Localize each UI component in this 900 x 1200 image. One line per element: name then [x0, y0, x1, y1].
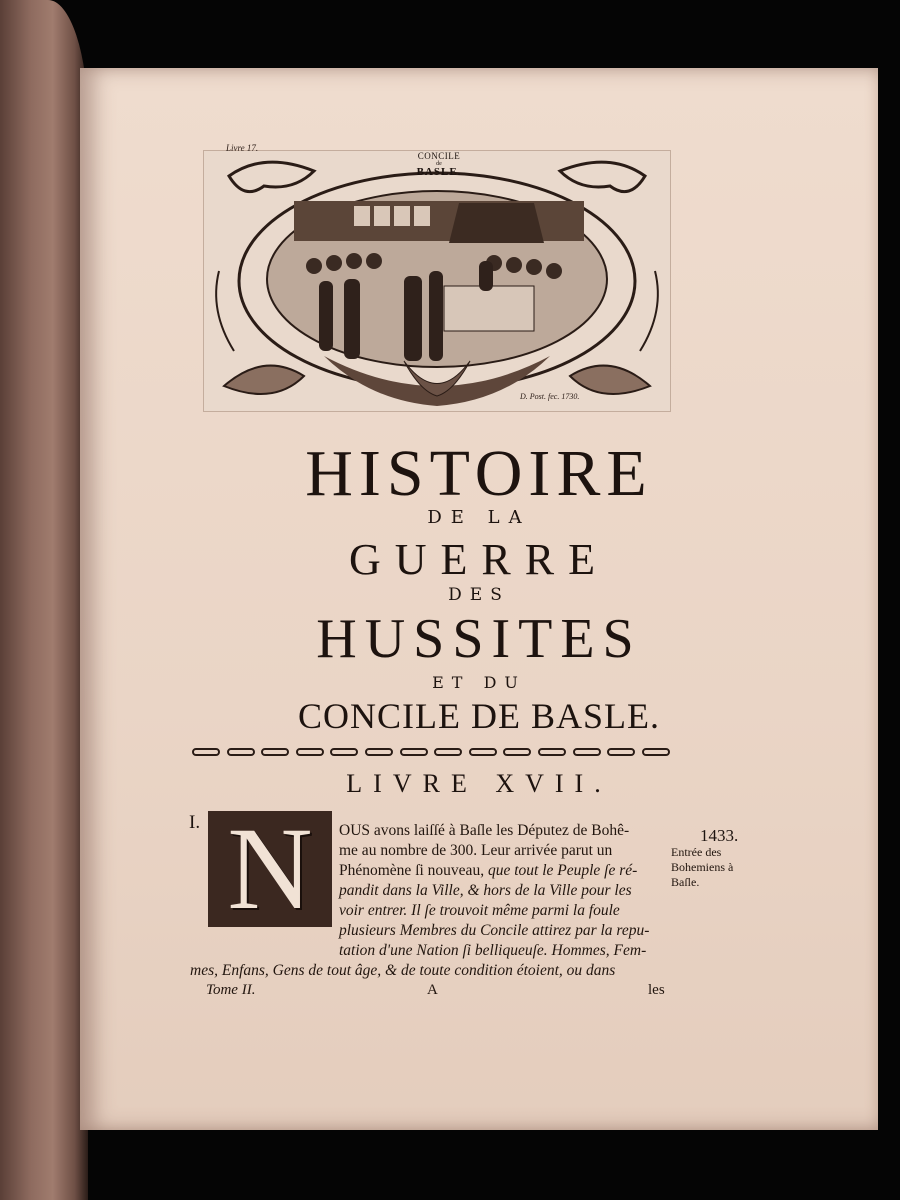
title-et-du: ET DU [432, 673, 526, 692]
margin-note-line-3: Baſle. [671, 875, 700, 889]
title-histoire: HISTOIRE [305, 437, 653, 510]
body-line-7 [339, 942, 646, 960]
drop-cap-letter: N [227, 803, 313, 934]
cartouche-line-1: CONCILE [417, 151, 461, 161]
body-line-6-italic: plusieurs Membres du Concile attirez par la repu- [339, 922, 650, 939]
body-line-2: me au nombre de 300. Leur arrivée parut un [339, 842, 613, 859]
body-line-3-roman: Phénomène ſi nouveau, [339, 862, 485, 879]
body-line-8-italic: mes, Enfans, Gens de tout âge, & de toute condition étoient, ou dans [190, 962, 616, 979]
book-spine-edge [0, 0, 88, 1200]
body-line-4-italic: pandit dans la Ville, & hors de la Ville pour les [339, 882, 632, 899]
body-line-7-italic: tation d'une Nation ſi belliqueuſe. Hommes, Fem- [339, 942, 647, 959]
body-line-3-italic: que tout le Peuple ſe ré- [487, 862, 638, 879]
cartouche-line-3: BASLE. [416, 166, 462, 178]
body-line-3 [339, 862, 637, 880]
title-de-la: DE LA [427, 507, 531, 528]
body-line-5-italic: voir entrer. Il ſe trouvoit même parmi la foule [339, 902, 620, 919]
body-line-8 [190, 962, 615, 980]
body-line-6 [339, 922, 649, 940]
section-number: I. [189, 812, 201, 833]
body-line-4 [339, 882, 632, 900]
title-des: DES [448, 585, 510, 605]
engraving-illustration [203, 150, 671, 412]
body-line-1: OUS avons laiſſé à Baſle les Députez de Bohê- [339, 822, 630, 839]
engraving-cartouche [401, 150, 477, 180]
book-heading: LIVRE XVII. [346, 769, 612, 798]
body-line-5 [339, 902, 620, 920]
margin-year: 1433. [700, 826, 739, 845]
council-scene-engraving [204, 151, 670, 411]
engraving-signature: D. Post. fec. 1730. [520, 392, 580, 401]
engraving-book-reference: Livre 17. [226, 143, 259, 153]
margin-note-line-1: Entrée des [671, 845, 722, 859]
title-concile-de-basle: CONCILE DE BASLE. [298, 696, 660, 736]
margin-note-line-2: Bohemiens à [671, 860, 734, 874]
title-hussites: HUSSITES [316, 608, 642, 670]
volume-label: Tome II. [206, 982, 256, 998]
cartouche-line-2: de [436, 161, 442, 167]
title-guerre: GUERRE [349, 535, 609, 584]
ornamental-divider [192, 744, 670, 760]
signature-mark: A [427, 982, 438, 998]
catchword: les [648, 982, 665, 998]
